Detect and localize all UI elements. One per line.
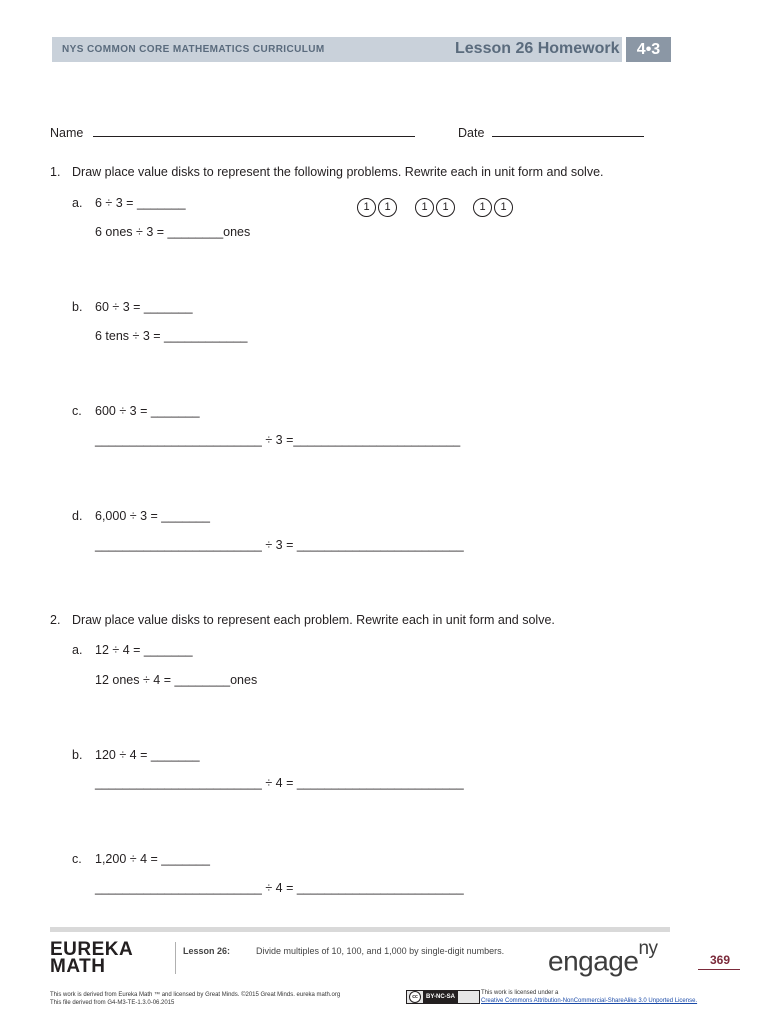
logo-line-2: MATH bbox=[50, 956, 106, 977]
problem1a-label: a. bbox=[72, 196, 83, 210]
derived-line-1: This work is derived from Eureka Math ™ and licensed by Great Minds. ©2015 Great Minds. eureka math.org bbox=[50, 992, 341, 998]
page-number: 369 bbox=[710, 953, 731, 967]
problem2a-expression: 12 ÷ 4 = _______ bbox=[95, 643, 193, 657]
problem1b-label: b. bbox=[72, 300, 83, 314]
ones-disk: 1 bbox=[378, 198, 397, 217]
problem1-instructions: Draw place value disks to represent the following problems. Rewrite each in unit form and solve. bbox=[72, 165, 604, 179]
ones-disk: 1 bbox=[436, 198, 455, 217]
name-label: Name bbox=[50, 126, 84, 140]
problem2a-label: a. bbox=[72, 643, 83, 657]
footer-rule bbox=[50, 927, 670, 932]
problem2c-unit-form: ________________________ ÷ 4 = ________________________ bbox=[95, 881, 464, 895]
page-number-rule bbox=[698, 969, 740, 970]
footer-lesson: Lesson 26: bbox=[183, 946, 231, 956]
name-field[interactable] bbox=[50, 126, 415, 140]
footer-description: Divide multiples of 10, 100, and 1,000 by single-digit numbers. bbox=[256, 946, 505, 956]
problem2a-unit-form: 12 ones ÷ 4 = ________ones bbox=[95, 673, 258, 687]
problem1a-unit-form: 6 ones ÷ 3 = ________ones bbox=[95, 225, 251, 239]
problem1c-unit-form: ________________________ ÷ 3 =________________________ bbox=[95, 433, 461, 447]
problem2b-expression: 120 ÷ 4 = _______ bbox=[95, 748, 200, 762]
problem1d-unit-form: ________________________ ÷ 3 = ________________________ bbox=[95, 538, 464, 552]
ones-disk: 1 bbox=[357, 198, 376, 217]
license-link[interactable]: Creative Commons Attribution-NonCommercial-ShareAlike 3.0 Unported License. bbox=[481, 998, 698, 1004]
problem1c-expression: 600 ÷ 3 = _______ bbox=[95, 404, 200, 418]
date-field[interactable] bbox=[458, 126, 644, 140]
ones-disk: 1 bbox=[494, 198, 513, 217]
engage-text: engage bbox=[548, 945, 639, 977]
problem1c-label: c. bbox=[72, 404, 82, 418]
problem2-number: 2. bbox=[50, 613, 61, 627]
problem2c-label: c. bbox=[72, 852, 82, 866]
problem1b-expression: 60 ÷ 3 = _______ bbox=[95, 300, 193, 314]
footer-separator bbox=[175, 942, 176, 974]
module-badge: 4•3 bbox=[626, 37, 671, 62]
date-label: Date bbox=[458, 126, 485, 140]
problem1-number: 1. bbox=[50, 165, 61, 179]
problem1b-unit-form: 6 tens ÷ 3 = ____________ bbox=[95, 329, 248, 343]
cc-badge-text: BY-NC-SA bbox=[423, 991, 458, 1003]
cc-license-badge[interactable] bbox=[406, 990, 480, 1004]
date-line bbox=[492, 136, 644, 137]
disk-pair-2 bbox=[415, 198, 455, 217]
problem2b-label: b. bbox=[72, 748, 83, 762]
problem2b-unit-form: ________________________ ÷ 4 = ________________________ bbox=[95, 776, 464, 790]
license-line-1: This work is licensed under a bbox=[481, 990, 559, 996]
problem1a-expression: 6 ÷ 3 = _______ bbox=[95, 196, 186, 210]
ny-text: ny bbox=[638, 938, 658, 959]
curriculum-title: NYS COMMON CORE MATHEMATICS CURRICULUM bbox=[62, 44, 325, 55]
engageny-logo bbox=[548, 938, 658, 977]
problem2c-expression: 1,200 ÷ 4 = _______ bbox=[95, 852, 210, 866]
logo-line-1: EUREKA bbox=[50, 939, 134, 960]
name-line bbox=[93, 136, 415, 137]
lesson-title: Lesson 26 Homework bbox=[455, 40, 620, 57]
ones-disk: 1 bbox=[473, 198, 492, 217]
ones-disk: 1 bbox=[415, 198, 434, 217]
disk-pair-1 bbox=[357, 198, 397, 217]
disk-pair-3 bbox=[473, 198, 513, 217]
problem2-instructions: Draw place value disks to represent each problem. Rewrite each in unit form and solve. bbox=[72, 613, 555, 627]
eureka-math-logo bbox=[50, 941, 133, 975]
license-notice bbox=[481, 989, 697, 1005]
cc-icon: cc bbox=[409, 991, 421, 1003]
problem1d-expression: 6,000 ÷ 3 = _______ bbox=[95, 509, 210, 523]
problem1d-label: d. bbox=[72, 509, 83, 523]
derived-line-2: This file derived from G4-M3-TE-1.3.0-06.2015 bbox=[50, 1000, 175, 1006]
derived-notice bbox=[50, 991, 340, 1007]
